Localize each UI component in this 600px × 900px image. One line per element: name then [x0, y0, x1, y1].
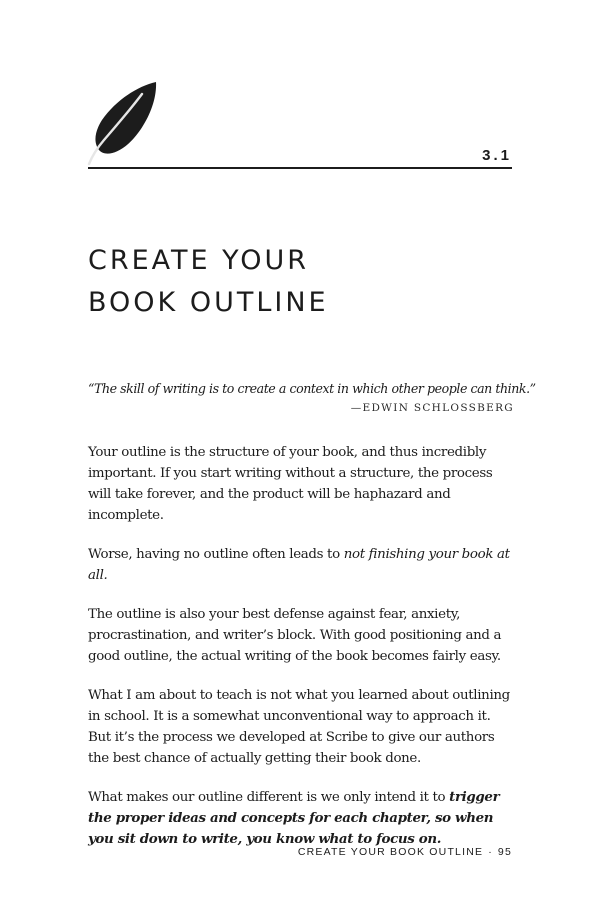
- paragraph-5-emphasis: trigger the proper ideas and concepts for each chapter, so when you sit down to write, you know what to focus on.: [88, 789, 500, 847]
- footer-separator: ·: [488, 846, 493, 858]
- paragraph-5: [88, 787, 516, 850]
- chapter-title-line-2: BOOK OUTLINE: [88, 287, 329, 318]
- chapter-title-line-1: CREATE YOUR: [88, 245, 309, 276]
- chapter-title: [88, 240, 329, 324]
- paragraph-2-text: Worse, having no outline often leads to: [88, 547, 344, 562]
- running-title: CREATE YOUR BOOK OUTLINE: [297, 846, 484, 858]
- epigraph-attribution: —EDWIN SCHLOSSBERG: [350, 402, 514, 414]
- paragraph-4: What I am about to teach is not what you learned about outlining in school. It is a somewhat unconventional way to approach it. But it’s the process we developed at Scribe to give our authors the best chance of actually getting their book done.: [88, 688, 510, 766]
- page-footer: [298, 846, 512, 858]
- section-number: 3.1: [482, 147, 512, 164]
- paragraph-3: The outline is also your best defense against fear, anxiety, procrastination, and writer’s block. With good positioning and a good outline, the actual writing of the book becomes fairly easy.: [88, 607, 502, 664]
- paragraph-5-text: What makes our outline different is we only intend it to: [88, 790, 450, 805]
- epigraph-quote: “The skill of writing is to create a context in which other people can think.”: [88, 381, 536, 396]
- paragraph-2-emphasis: not finishing your book at all.: [88, 547, 510, 583]
- paragraph-1: Your outline is the structure of your book, and thus incredibly important. If you start writing without a structure, the process will take forever, and the product will be haphazard and incomplete.: [88, 445, 493, 523]
- paragraph-2: [88, 544, 516, 586]
- quill-feather-icon: [86, 80, 162, 172]
- header-rule: [88, 167, 512, 169]
- page-number: 95: [497, 846, 512, 858]
- epigraph: [88, 380, 536, 414]
- body-text: [88, 442, 516, 868]
